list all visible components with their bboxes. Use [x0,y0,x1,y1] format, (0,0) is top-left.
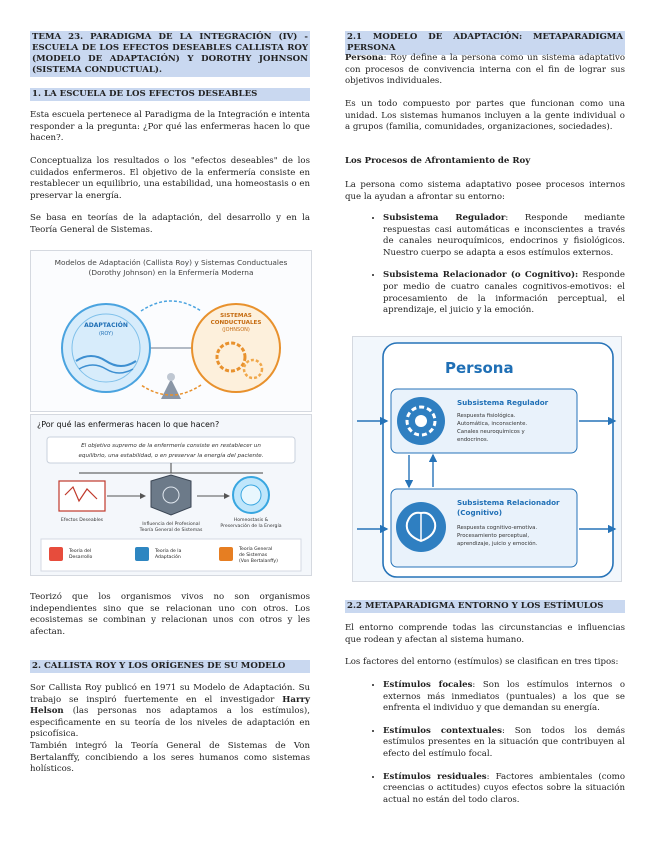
helson-name: Harry Helson [30,694,310,717]
paragraph: Es un todo compuesto por partes que funcionan como una unidad. Los sistemas humanos incluyen a la gente individual o a grupos (familia, comunidades, organizaciones, sociedades). [345,99,625,133]
paragraph: También integró la Teoría General de Sistemas de Von Bertalanffy, concibiendo a los seres humanos como sistemas holísticos. [30,741,310,775]
legend-adaptation-1: Teoría de la [155,549,182,554]
why-nurses-illustration [31,415,311,575]
figure-question: ¿Por qué las enfermeras hacen lo que hacen? [37,420,220,429]
legend-systems-2: de Sistemas [239,553,268,558]
regulator-title: Subsistema Regulador [457,398,549,407]
relator-line1: Respuesta cognitivo-emotiva. [457,525,538,531]
figure-adaptation-models [30,250,312,412]
paragraph: La persona como sistema adaptativo posee procesos internos que la ayudan a afrontar su entorno: [345,180,625,202]
persona-title: Persona [445,359,514,377]
list-item: • Subsistema Relacionador (o Cognitivo): Responde por medio de cuatro canales cognitivos-emotivos: el procesamiento de la información perceptual, el aprendizaje, el juicio y la emoción. [383,270,625,316]
figure-title-line2: (Dorothy Johnson) en la Enfermería Moderna [88,268,254,277]
paragraph-persona: Persona: Roy define a la persona como un sistema adaptativo con procesos de convivencia interna con el fin de lograr sus objetivos individuales. [345,53,625,87]
figure-persona [352,336,622,582]
section-2-heading: 2. CALLISTA ROY Y LOS ORÍGENES DE SU MODELO [30,660,310,673]
list-item: • Estímulos residuales: Factores ambientales (como creencias o actitudes) cuyos efectos sobre la situación actual no están del todo claros. [383,772,625,807]
regulator-line1: Respuesta fisiológica. [457,413,516,419]
paragraph: Teorizó que los organismos vivos no son organismos independientes sino que se relacionan uno con otros. Los ecosistemas se combinan y relacionan unos con otros y les afectan. [30,592,310,637]
paragraph: Esta escuela pertenece al Paradigma de la Integración e intenta responder a la pregunta: ¿Por qué las enfermeras hacen lo que hacen?. [30,110,310,144]
document-title: TEMA 23. PARADIGMA DE LA INTEGRACIÓN (IV) - ESCUELA DE LOS EFECTOS DESEABLES CALLISTA ROY (MODELO DE ADAPTACIÓN) Y DOROTHY JOHNSON (SISTEMA CONDUCTUAL). [32,32,308,75]
figure-title-line1: Modelos de Adaptación (Callista Roy) y Sistemas Conductuales [54,258,288,267]
legend-development-1: Teoría del [69,549,92,554]
paragraph: El entorno comprende todas las circunstancias e influencias que rodean y afectan al sistema humano. [345,623,625,645]
systems-label-1: SISTEMAS [220,313,252,319]
banner-line1: El objetivo supremo de la enfermería consiste en restablecer un [81,443,261,449]
caption-desired-effects: Efectos Deseables [60,518,104,523]
regulator-line4: endocrinos. [457,437,489,443]
section-2-1-heading: 2.1 MODELO DE ADAPTACIÓN: METAPARADIGMA PERSONA [347,32,623,53]
list-item: • Estímulos focales: Son los estímulos internos o externos más inmediatos (puntuales) a los que se enfrenta el individuo y que demandan su energía. [383,680,625,715]
relator-line2: Procesamiento perceptual, [457,533,530,539]
caption-influence-2: Teoría General de Sistemas [139,528,203,533]
list-item: • Estímulos contextuales: Son todos los demás estímulos presentes en la situación que contribuyen al efecto del estímulo focal. [383,726,625,761]
systems-label-2: CONDUCTUALES [210,320,262,326]
legend-adaptation-2: Adaptación [155,555,181,560]
banner-line2: equilibrio, una estabilidad, o en preservar la energía del paciente. [78,453,264,459]
adaptation-label: ADAPTACIÓN [84,322,128,329]
regulator-line2: Automática, inconsciente. [457,421,528,427]
figure-why-nurses [30,414,312,576]
caption-homeostasis-2: Preservación de la Energía [220,524,282,529]
relator-title-1: Subsistema Relacionador [457,498,560,507]
stimuli-list [345,680,625,806]
persona-diagram [353,337,621,581]
adaptation-sub: (ROY) [98,331,114,337]
paragraph: Los factores del entorno (estímulos) se clasifican en tres tipos: [345,657,619,667]
section-1-heading: 1. LA ESCUELA DE LOS EFECTOS DESEABLES [30,88,310,101]
section-2-2-heading: 2.2 METAPARADIGMA ENTORNO Y LOS ESTÍMULOS [345,600,625,613]
list-item: • Subsistema Regulador: Responde mediante respuestas casi automáticas e inconscientes a través de canales neuroquímicos, endocrinos y fisiológicos. Nuestro cuerpo se adapta a esos estímulos externos. [383,213,625,259]
regulator-line3: Canales neuroquímicos y [457,429,525,435]
legend-development-2: Desarrollo [69,555,93,560]
caption-homeostasis-1: Homeostasis & [233,518,269,523]
relator-line3: aprendizaje, juicio y emoción. [457,541,538,547]
legend-systems-3: (Von Bertalanffy) [239,559,278,564]
coping-list [345,213,625,317]
paragraph-roy-origins: Sor Callista Roy publicó en 1971 su Modelo de Adaptación. Su trabajo se inspiró fuertemente en el investigador Harry Helson (las personas nos adaptamos a los estímulos), especificamente en su teoría de los niveles de adaptación en psicofísica. [30,683,310,740]
subheading-coping: Los Procesos de Afrontamiento de Roy [345,156,531,166]
paragraph: Conceptualiza los resultados o los "efectos deseables" de los cuidados enfermeros. El objetivo de la enfermería consiste en restablecer un equilibrio, una estabilidad, una homeostasis o en preservar la energía. [30,156,310,201]
caption-influence-1: Influencia del Profesional [142,522,200,527]
relator-title-2: (Cognitivo) [457,508,503,517]
legend-systems-1: Teoría General [239,547,273,552]
balance-illustration [31,251,311,411]
systems-sub: (JOHNSON) [222,327,250,333]
paragraph: Se basa en teorías de la adaptación, del desarrollo y en la Teoría General de Sistemas. [30,213,310,235]
